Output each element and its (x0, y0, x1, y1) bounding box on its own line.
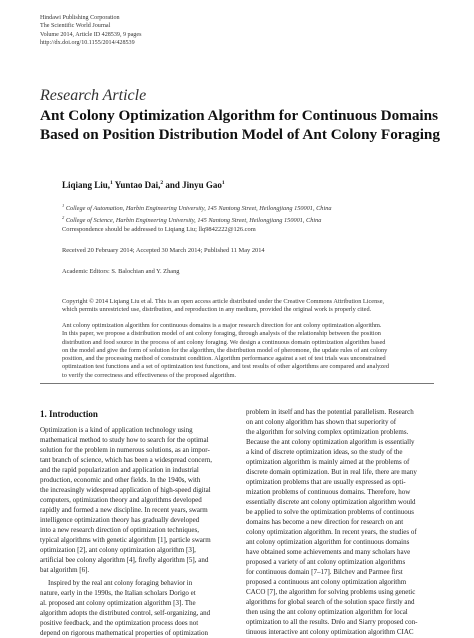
text-line: domains has become a new direction for research on ant (246, 518, 404, 526)
text-line: computers, optimization theory and algorithms developed (40, 496, 202, 504)
affiliation-text: College of Automation, Harbin Engineering University, 145 Nantong Street, Heilongjiang 150001, China (64, 205, 332, 213)
abstract-line: Ant colony optimization algorithm for continuous domains is a major research direction for ant colony optimization algorithm. (62, 322, 382, 329)
text-line: al. proposed ant colony optimization algorithm [3]. The (40, 599, 196, 607)
text-line: into a new research direction of optimization techniques, (40, 526, 200, 534)
text-line: bat algorithm [6]. (40, 566, 90, 574)
masthead-volume: Volume 2014, Article ID 428539, 9 pages (40, 31, 142, 38)
text-line: colony optimization algorithm. In recent years, the studies of (246, 528, 417, 536)
abstract-line: optimization test functions and a set of optimization test functions, and test results of other algorithms are compared and analyzed (62, 363, 389, 371)
text-line: tinuous interactive ant colony optimization algorithm CIAC (246, 628, 414, 636)
paper-title (40, 107, 440, 144)
text-line: mization problems of continuous domains. Therefore, how (246, 488, 411, 496)
copyright-line: Copyright © 2014 Liqiang Liu et al. This is an open access article distributed under the Creative Commons Attribution License, (62, 298, 385, 305)
abstract-line: position, and the processing method of constraint condition. Algorithm performance against a set of test trials was unconstrained (62, 355, 386, 363)
affiliation-line (62, 201, 332, 213)
paragraph (40, 578, 230, 638)
masthead-doi-link[interactable]: http://dx.doi.org/10.1155/2014/428539 (40, 40, 135, 47)
publication-dates: Received 20 February 2014; Accepted 30 March 2014; Published 11 May 2014 (62, 247, 265, 254)
author-affil-mark: 2 (160, 180, 164, 186)
text-line: Optimization is a kind of application technology using (40, 426, 193, 434)
text-line: the increasingly widespread application of high-speed digital (40, 486, 211, 494)
text-line: depend on rigorous mathematical properties of optimization (40, 629, 208, 637)
text-line: for continuous domain [7–17]. Bilchev and Parmee first (246, 568, 403, 576)
text-line: intelligence optimization theory has gradually developed (40, 516, 200, 524)
text-line: typical algorithms with genetic algorithm [1], particle swarm (40, 536, 211, 544)
text-line: problem in itself and has the potential parallelism. Research (246, 408, 414, 416)
text-line: proposed a continuous ant colony optimization algorithm (246, 578, 407, 586)
affiliation-line (62, 213, 332, 225)
section-heading-introduction: 1. Introduction (40, 409, 98, 419)
text-line: mathematical method to study how to search for the optimal (40, 436, 209, 444)
text-line: discrete domain optimization. But in real life, there are many (246, 468, 417, 476)
article-type: Research Article (40, 87, 147, 104)
author-affil-mark: 1 (221, 180, 225, 186)
author-name: Yuntao Dai, (112, 180, 161, 190)
text-line: algorithms for global search of the solution space firstly and (246, 598, 415, 606)
text-line: ant colony optimization algorithm for continuous domains (246, 538, 410, 546)
text-line: optimization to all the results. Dréo and Siarry proposed con- (246, 618, 418, 626)
text-line: be applied to solve the optimization problems of continuous (246, 508, 414, 516)
body-column-right (246, 407, 436, 637)
abstract-line: to verify the correctness and effectiveness of the proposed algorithm. (62, 371, 237, 379)
text-line: a kind of discrete optimization ideas, so the study of the (246, 448, 403, 456)
masthead-publisher: Hindawi Publishing Corporation (40, 15, 120, 21)
author-list (62, 180, 225, 190)
text-line: CACO [7], the algorithm for solving problems using genetic (246, 588, 416, 596)
text-line: then using the ant colony optimization algorithm for local (246, 608, 408, 616)
academic-editors: Academic Editors: S. Balochian and Y. Zhang (62, 268, 180, 275)
text-line: solution for the problem in numerous solutions, as an impor- (40, 446, 210, 454)
text-line: the algorithm for solving complex optimization problems. (246, 428, 409, 436)
text-line: Inspired by the real ant colony foraging behavior in (48, 579, 193, 587)
text-line: on ant colony algorithm has shown that superiority of (246, 418, 397, 426)
text-line: optimization [2], ant colony optimization algorithm [3], (40, 546, 196, 554)
author-affil-mark: 1 (110, 180, 113, 186)
affiliation-text: College of Science, Harbin Engineering University, 145 Nantong Street, Heilongjiang 150001, China (64, 217, 322, 225)
text-line: Because the ant colony optimization algorithm is essentially (246, 438, 415, 446)
text-line: rapidly and formed a new discipline. In recent years, swarm (40, 506, 208, 514)
affiliation-mark: 1 (62, 203, 65, 208)
text-line: nature, early in the 1990s, the Italian scholars Dorigo et (40, 589, 196, 597)
abstract-line: In this paper, we propose a distribution model of ant colony foraging, through analysis of the relationship between the position (62, 330, 381, 338)
abstract-line: on the model and give the form of solution for the algorithm, the distribution model of pheromone, the update rules of ant colony (62, 346, 388, 354)
text-line: have obtained some achievements and many scholars have (246, 548, 411, 556)
title-line-2: Based on Position Distribution Model of Ant Colony Foraging (40, 125, 440, 143)
section-divider (40, 383, 434, 384)
text-line: positive feedback, and the optimization process does not (40, 619, 199, 627)
author-name: Liqiang Liu, (62, 180, 111, 190)
copyright-line: which permits unrestricted use, distribution, and reproduction in any medium, provided the original work is properly cited. (62, 306, 372, 314)
title-line-1: Ant Colony Optimization Algorithm for Continuous Domains (40, 107, 439, 124)
author-name: and Jinyu Gao (163, 180, 222, 190)
journal-masthead (40, 14, 141, 48)
text-line: optimization algorithm is mainly aimed at the problems of (246, 458, 410, 466)
paragraph (40, 425, 230, 575)
text-line: production, economic and other fields. In the 1940s, with (40, 476, 201, 484)
text-line: tant branch of science, which has been a widespread concern, (40, 456, 213, 464)
masthead-journal: The Scientific World Journal (40, 23, 111, 30)
text-line: algorithm adopts the distributed control, self-organizing, and (40, 609, 211, 617)
abstract (62, 322, 436, 380)
affiliation-mark: 2 (62, 215, 65, 221)
correspondence-note: Correspondence should be addressed to Liqiang Liu; llq9842222@126.com (62, 226, 256, 233)
body-column-left (40, 425, 230, 638)
text-line: and the rapid popularization and application in industrial (40, 466, 199, 474)
abstract-line: distribution and food source in the process of ant colony foraging. We design a continuous domain optimization algorithm based (62, 338, 386, 346)
text-line: essentially discrete ant colony optimization algorithm would (246, 498, 416, 506)
text-line: optimization problems that are usually expressed as opti- (246, 478, 406, 486)
text-line: artificial bee colony algorithm [4], firefly algorithm [5], and (40, 556, 209, 564)
affiliations (62, 201, 332, 225)
copyright-notice (62, 298, 434, 315)
text-line: proposed a variety of ant colony optimization algorithms (246, 558, 406, 566)
